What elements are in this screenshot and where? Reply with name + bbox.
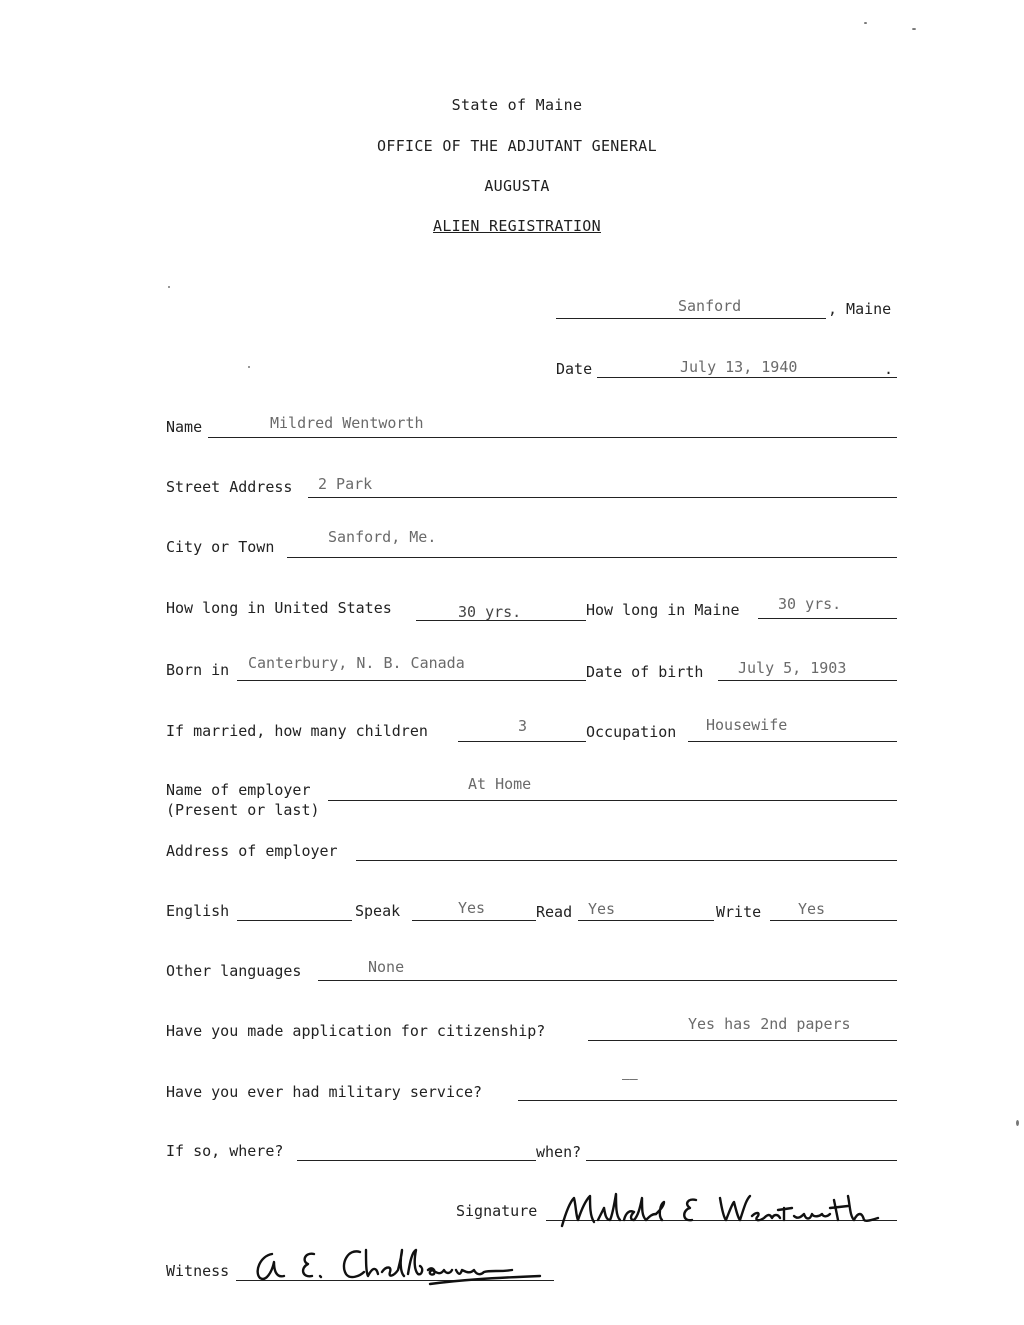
when-label: when?: [536, 1143, 582, 1161]
witness-handwriting: [250, 1242, 560, 1290]
read-line: [578, 920, 714, 921]
military-value: ——: [622, 1072, 638, 1087]
citizenship-value: Yes has 2nd papers: [688, 1015, 851, 1033]
born-in-value: Canterbury, N. B. Canada: [248, 654, 465, 672]
write-value: Yes: [798, 900, 826, 918]
other-languages-line: [318, 980, 897, 981]
signature-handwriting: [548, 1186, 898, 1230]
read-value: Yes: [588, 900, 616, 918]
scan-speck: [912, 28, 916, 30]
employer-value: At Home: [468, 775, 532, 793]
place-value: Sanford: [678, 297, 742, 315]
street-value: 2 Park: [318, 475, 373, 493]
occupation-value: Housewife: [706, 716, 788, 734]
dob-value: July 5, 1903: [738, 659, 847, 677]
scan-speck: [1016, 1120, 1019, 1126]
dob-label: Date of birth: [586, 663, 704, 681]
name-label: Name: [166, 418, 203, 436]
children-label: If married, how many children: [166, 722, 428, 740]
how-long-maine-label: How long in Maine: [586, 601, 740, 619]
speak-line: [412, 920, 536, 921]
military-line: [518, 1100, 897, 1101]
read-label: Read: [536, 903, 573, 921]
children-line: [458, 741, 586, 742]
date-period: .: [884, 360, 894, 378]
military-label: Have you ever had military service?: [166, 1083, 483, 1101]
children-value: 3: [518, 717, 528, 735]
signature-label: Signature: [456, 1202, 538, 1220]
header-state: State of Maine: [451, 96, 583, 114]
place-suffix: , Maine: [828, 300, 892, 318]
how-long-us-value: 30 yrs.: [458, 603, 522, 621]
city-value: Sanford, Me.: [328, 528, 437, 546]
where-line: [297, 1160, 536, 1161]
street-label: Street Address: [166, 478, 293, 496]
employer-line: [328, 800, 897, 801]
born-in-line: [237, 680, 586, 681]
english-label: English: [166, 902, 230, 920]
write-line: [770, 920, 897, 921]
how-long-us-label: How long in United States: [166, 599, 392, 617]
date-value: July 13, 1940: [680, 358, 798, 376]
header-city: AUGUSTA: [484, 177, 550, 195]
citizenship-line: [588, 1040, 897, 1041]
how-long-maine-value: 30 yrs.: [778, 595, 842, 613]
date-line: [597, 377, 897, 378]
speak-label: Speak: [355, 902, 401, 920]
speak-value: Yes: [458, 899, 486, 917]
when-line: [586, 1160, 897, 1161]
born-in-label: Born in: [166, 661, 230, 679]
city-line: [287, 557, 897, 558]
witness-label: Witness: [166, 1262, 230, 1280]
english-line: [237, 920, 352, 921]
place-line: [556, 318, 826, 319]
street-line: [308, 497, 897, 498]
employer-label: Name of employer: [166, 781, 311, 799]
scan-speck: [168, 286, 170, 288]
occupation-label: Occupation: [586, 723, 677, 741]
header-office: OFFICE OF THE ADJUTANT GENERAL: [377, 137, 657, 155]
occupation-line: [688, 741, 897, 742]
scan-speck: [864, 22, 867, 24]
write-label: Write: [716, 903, 762, 921]
employer-address-line: [356, 860, 897, 861]
citizenship-label: Have you made application for citizenship?: [166, 1022, 546, 1040]
where-label: If so, where?: [166, 1142, 284, 1160]
name-line: [208, 437, 897, 438]
dob-line: [718, 680, 897, 681]
scan-speck: [248, 366, 250, 368]
other-languages-label: Other languages: [166, 962, 302, 980]
date-label: Date: [556, 360, 593, 378]
other-languages-value: None: [368, 958, 405, 976]
form-title: ALIEN REGISTRATION: [433, 217, 601, 235]
employer-sublabel: (Present or last): [166, 801, 320, 819]
name-value: Mildred Wentworth: [270, 414, 424, 432]
employer-address-label: Address of employer: [166, 842, 338, 860]
city-label: City or Town: [166, 538, 275, 556]
how-long-maine-line: [758, 618, 897, 619]
